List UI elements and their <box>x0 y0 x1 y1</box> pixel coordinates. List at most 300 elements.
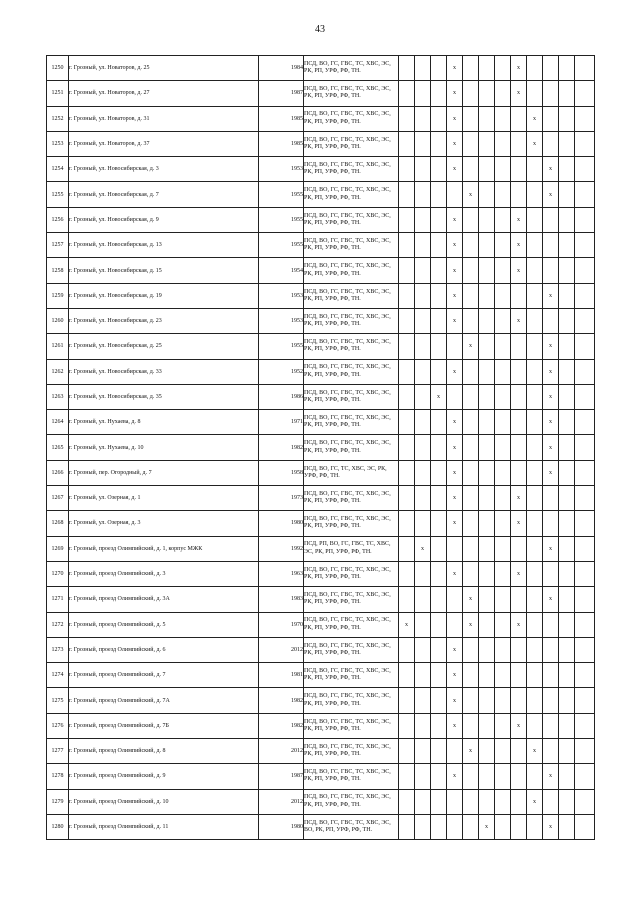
mark-cell <box>463 460 479 485</box>
mark-cell <box>527 308 543 333</box>
mark-cell <box>495 334 511 359</box>
mark-cell <box>559 637 575 662</box>
works-list-cell: ПСД, ВО, ГС, ГВС, ТС, ХВС, ЭС, РК, РП, УРФ, РФ, ТН. <box>304 587 399 612</box>
mark-cell <box>495 233 511 258</box>
mark-cell <box>527 612 543 637</box>
mark-cell <box>559 688 575 713</box>
mark-x: х <box>447 561 463 586</box>
works-list-cell: ПСД, ВО, ГС, ГВС, ТС, ХВС, ЭС, РК, РП, УРФ, РФ, ТН. <box>304 106 399 131</box>
mark-cell <box>511 157 527 182</box>
year-cell: 1980 <box>259 814 304 839</box>
mark-cell <box>527 384 543 409</box>
mark-x: х <box>543 814 559 839</box>
mark-x: х <box>399 612 415 637</box>
mark-cell <box>415 207 431 232</box>
year-cell: 1970 <box>259 612 304 637</box>
row-number: 1276 <box>47 713 69 738</box>
row-number: 1272 <box>47 612 69 637</box>
mark-cell <box>399 713 415 738</box>
mark-cell <box>415 688 431 713</box>
mark-cell <box>463 486 479 511</box>
mark-cell <box>495 106 511 131</box>
row-number: 1269 <box>47 536 69 561</box>
mark-cell <box>431 435 447 460</box>
mark-cell <box>575 182 595 207</box>
year-cell: 1953 <box>259 308 304 333</box>
mark-cell <box>527 486 543 511</box>
row-number: 1255 <box>47 182 69 207</box>
mark-cell <box>575 384 595 409</box>
works-list-cell: ПСД, ВО, ГС, ГВС, ТС, ХВС, ЭС, РК, РП, УРФ, РФ, ТН. <box>304 258 399 283</box>
mark-cell <box>431 334 447 359</box>
works-list-cell: ПСД, ВО, ГС, ГВС, ТС, ХВС, ЭС, РК, РП, УРФ, РФ, ТН. <box>304 511 399 536</box>
mark-x: х <box>511 56 527 81</box>
mark-cell <box>543 207 559 232</box>
works-list-cell: ПСД, ВО, ГС, ГВС, ТС, ХВС, ЭС, РК, РП, УРФ, РФ, ТН. <box>304 713 399 738</box>
works-list-cell: ПСД, ВО, ГС, ГВС, ТС, ХВС, ЭС, РК, РП, УРФ, РФ, ТН. <box>304 308 399 333</box>
mark-cell <box>479 334 495 359</box>
mark-x: х <box>479 814 495 839</box>
address-cell: г. Грозный, пер. Огородный, д. 7 <box>69 460 259 485</box>
works-list-cell: ПСД, ВО, ГС, ГВС, ТС, ХВС, ЭС, РК, РП, УРФ, РФ, ТН. <box>304 764 399 789</box>
year-cell: 1963 <box>259 561 304 586</box>
mark-cell <box>399 637 415 662</box>
mark-cell <box>463 81 479 106</box>
mark-x: х <box>463 182 479 207</box>
mark-cell <box>399 814 415 839</box>
mark-cell <box>415 410 431 435</box>
mark-cell <box>415 637 431 662</box>
mark-cell <box>559 764 575 789</box>
mark-cell <box>463 814 479 839</box>
row-number: 1266 <box>47 460 69 485</box>
mark-cell <box>559 435 575 460</box>
works-list-cell: ПСД, ВО, ГС, ГВС, ТС, ХВС, ЭС, РК, РП, УРФ, РФ, ТН. <box>304 283 399 308</box>
works-list-cell: ПСД, ВО, ГС, ГВС, ТС, ХВС, ЭС, РК, РП, УРФ, РФ, ТН. <box>304 663 399 688</box>
row-number: 1252 <box>47 106 69 131</box>
mark-x: х <box>463 334 479 359</box>
mark-cell <box>559 207 575 232</box>
row-number: 1257 <box>47 233 69 258</box>
mark-x: х <box>447 207 463 232</box>
mark-cell <box>527 814 543 839</box>
table-row <box>47 410 595 435</box>
mark-x: х <box>511 233 527 258</box>
mark-x: х <box>447 486 463 511</box>
mark-cell <box>495 612 511 637</box>
mark-cell <box>495 511 511 536</box>
mark-cell <box>575 536 595 561</box>
address-cell: г. Грозный, проезд Олимпийский, д. 7 <box>69 663 259 688</box>
mark-cell <box>463 233 479 258</box>
mark-cell <box>415 612 431 637</box>
mark-cell <box>463 258 479 283</box>
mark-cell <box>495 460 511 485</box>
year-cell: 1981 <box>259 663 304 688</box>
table-row <box>47 688 595 713</box>
mark-cell <box>543 637 559 662</box>
mark-cell <box>415 561 431 586</box>
mark-x: х <box>511 511 527 536</box>
table-row <box>47 258 595 283</box>
year-cell: 1982 <box>259 435 304 460</box>
mark-cell <box>527 561 543 586</box>
address-cell: г. Грозный, проезд Олимпийский, д. 9 <box>69 764 259 789</box>
works-list-cell: ПСД, ВО, ГС, ГВС, ТС, ХВС, ЭС, РК, РП, УРФ, РФ, ТН. <box>304 157 399 182</box>
mark-cell <box>399 486 415 511</box>
mark-cell <box>415 435 431 460</box>
works-list-cell: ПСД, ВО, ГС, ГВС, ТС, ХВС, ЭС, РК, РП, УРФ, РФ, ТН. <box>304 789 399 814</box>
mark-cell <box>575 207 595 232</box>
mark-cell <box>495 587 511 612</box>
mark-cell <box>431 663 447 688</box>
works-list-cell: ПСД, ВО, ГС, ГВС, ТС, ХВС, ЭС, РК, РП, УРФ, РФ, ТН. <box>304 56 399 81</box>
mark-cell <box>559 56 575 81</box>
mark-cell <box>399 460 415 485</box>
mark-cell <box>479 410 495 435</box>
mark-cell <box>495 536 511 561</box>
mark-cell <box>511 739 527 764</box>
mark-cell <box>399 56 415 81</box>
mark-cell <box>463 536 479 561</box>
mark-cell <box>575 359 595 384</box>
mark-cell <box>399 384 415 409</box>
table-row <box>47 56 595 81</box>
mark-x: х <box>543 587 559 612</box>
mark-cell <box>463 308 479 333</box>
mark-cell <box>431 258 447 283</box>
mark-cell <box>447 789 463 814</box>
year-cell: 1955 <box>259 182 304 207</box>
row-number: 1267 <box>47 486 69 511</box>
year-cell: 1973 <box>259 486 304 511</box>
mark-cell <box>431 587 447 612</box>
mark-cell <box>543 486 559 511</box>
works-list-cell: ПСД, ВО, ГС, ГВС, ТС, ХВС, ЭС, РК, РП, УРФ, РФ, ТН. <box>304 739 399 764</box>
table-row <box>47 308 595 333</box>
row-number: 1258 <box>47 258 69 283</box>
mark-cell <box>559 233 575 258</box>
mark-x: х <box>543 460 559 485</box>
year-cell: 1984 <box>259 56 304 81</box>
row-number: 1250 <box>47 56 69 81</box>
year-cell: 1954 <box>259 258 304 283</box>
mark-x: х <box>447 435 463 460</box>
mark-cell <box>575 157 595 182</box>
mark-cell <box>527 56 543 81</box>
row-number: 1280 <box>47 814 69 839</box>
mark-cell <box>543 688 559 713</box>
mark-cell <box>415 233 431 258</box>
mark-cell <box>447 384 463 409</box>
mark-x: х <box>447 637 463 662</box>
address-cell: г. Грозный, ул. Новаторов, д. 27 <box>69 81 259 106</box>
address-cell: г. Грозный, ул. Новосибирская, д. 19 <box>69 283 259 308</box>
row-number: 1271 <box>47 587 69 612</box>
mark-cell <box>511 637 527 662</box>
address-cell: г. Грозный, ул. Нухаева, д. 10 <box>69 435 259 460</box>
mark-cell <box>511 106 527 131</box>
mark-cell <box>415 359 431 384</box>
mark-x: х <box>447 258 463 283</box>
mark-cell <box>479 637 495 662</box>
mark-x: х <box>511 207 527 232</box>
mark-cell <box>431 486 447 511</box>
mark-cell <box>463 435 479 460</box>
mark-x: х <box>543 435 559 460</box>
works-list-cell: ПСД, ВО, ГС, ГВС, ТС, ХВС, ЭС, ВО, РК, РП, УРФ, РФ, ТН. <box>304 814 399 839</box>
address-cell: г. Грозный, ул. Новаторов, д. 25 <box>69 56 259 81</box>
address-cell: г. Грозный, проезд Олимпийский, д. 8 <box>69 739 259 764</box>
mark-cell <box>463 663 479 688</box>
mark-cell <box>559 410 575 435</box>
mark-cell <box>575 637 595 662</box>
mark-cell <box>479 106 495 131</box>
table-row <box>47 536 595 561</box>
mark-cell <box>479 435 495 460</box>
mark-cell <box>415 460 431 485</box>
mark-cell <box>399 587 415 612</box>
table-row <box>47 131 595 156</box>
row-number: 1264 <box>47 410 69 435</box>
mark-cell <box>559 814 575 839</box>
mark-cell <box>527 410 543 435</box>
table-row <box>47 359 595 384</box>
mark-x: х <box>447 157 463 182</box>
mark-cell <box>575 233 595 258</box>
address-cell: г. Грозный, ул. Новаторов, д. 37 <box>69 131 259 156</box>
mark-cell <box>559 359 575 384</box>
year-cell: 1955 <box>259 207 304 232</box>
mark-cell <box>479 460 495 485</box>
table-row <box>47 460 595 485</box>
mark-cell <box>495 207 511 232</box>
mark-cell <box>431 359 447 384</box>
table-row <box>47 435 595 460</box>
mark-cell <box>479 688 495 713</box>
mark-cell <box>415 283 431 308</box>
mark-x: х <box>527 106 543 131</box>
mark-cell <box>415 157 431 182</box>
mark-cell <box>399 511 415 536</box>
mark-x: х <box>415 536 431 561</box>
year-cell: 2012 <box>259 789 304 814</box>
mark-cell <box>511 182 527 207</box>
mark-cell <box>575 561 595 586</box>
mark-cell <box>559 258 575 283</box>
mark-cell <box>527 663 543 688</box>
address-cell: г. Грозный, проезд Олимпийский, д. 10 <box>69 789 259 814</box>
mark-cell <box>559 308 575 333</box>
mark-cell <box>399 410 415 435</box>
mark-cell <box>479 258 495 283</box>
mark-cell <box>479 739 495 764</box>
mark-cell <box>495 637 511 662</box>
registry-body <box>47 56 595 840</box>
mark-x: х <box>447 56 463 81</box>
mark-cell <box>495 789 511 814</box>
mark-cell <box>495 688 511 713</box>
mark-cell <box>415 106 431 131</box>
mark-x: х <box>447 663 463 688</box>
mark-cell <box>543 56 559 81</box>
mark-cell <box>495 410 511 435</box>
row-number: 1270 <box>47 561 69 586</box>
address-cell: г. Грозный, ул. Новосибирская, д. 35 <box>69 384 259 409</box>
page-number: 43 <box>315 24 325 35</box>
mark-cell <box>543 561 559 586</box>
mark-cell <box>479 587 495 612</box>
address-cell: г. Грозный, проезд Олимпийский, д. 3А <box>69 587 259 612</box>
mark-cell <box>575 688 595 713</box>
housing-registry-table <box>46 55 595 840</box>
mark-cell <box>479 511 495 536</box>
mark-cell <box>415 587 431 612</box>
address-cell: г. Грозный, ул. Озерная, д. 3 <box>69 511 259 536</box>
mark-cell <box>415 486 431 511</box>
mark-cell <box>527 334 543 359</box>
mark-cell <box>527 182 543 207</box>
mark-cell <box>543 713 559 738</box>
mark-cell <box>527 233 543 258</box>
year-cell: 1980 <box>259 511 304 536</box>
address-cell: г. Грозный, ул. Новосибирская, д. 13 <box>69 233 259 258</box>
mark-cell <box>511 764 527 789</box>
row-number: 1254 <box>47 157 69 182</box>
mark-x: х <box>527 739 543 764</box>
mark-cell <box>495 713 511 738</box>
address-cell: г. Грозный, ул. Новосибирская, д. 7 <box>69 182 259 207</box>
mark-cell <box>559 106 575 131</box>
address-cell: г. Грозный, проезд Олимпийский, д. 11 <box>69 814 259 839</box>
mark-cell <box>495 814 511 839</box>
mark-cell <box>495 739 511 764</box>
row-number: 1259 <box>47 283 69 308</box>
mark-cell <box>511 587 527 612</box>
year-cell: 1955 <box>259 233 304 258</box>
mark-cell <box>399 663 415 688</box>
mark-cell <box>527 157 543 182</box>
mark-cell <box>479 789 495 814</box>
address-cell: г. Грозный, ул. Новосибирская, д. 15 <box>69 258 259 283</box>
mark-cell <box>575 789 595 814</box>
mark-cell <box>463 283 479 308</box>
table-row <box>47 764 595 789</box>
row-number: 1273 <box>47 637 69 662</box>
mark-cell <box>511 435 527 460</box>
address-cell: г. Грозный, ул. Нухаева, д. 8 <box>69 410 259 435</box>
mark-cell <box>415 334 431 359</box>
mark-cell <box>575 612 595 637</box>
mark-cell <box>559 384 575 409</box>
mark-x: х <box>543 334 559 359</box>
mark-cell <box>527 536 543 561</box>
mark-cell <box>559 587 575 612</box>
mark-cell <box>431 81 447 106</box>
mark-cell <box>447 182 463 207</box>
mark-x: х <box>511 713 527 738</box>
mark-cell <box>527 435 543 460</box>
mark-cell <box>431 561 447 586</box>
address-cell: г. Грозный, ул. Новаторов, д. 31 <box>69 106 259 131</box>
table-row <box>47 789 595 814</box>
mark-cell <box>559 334 575 359</box>
mark-cell <box>447 587 463 612</box>
table-row <box>47 587 595 612</box>
mark-cell <box>559 486 575 511</box>
year-cell: 1985 <box>259 131 304 156</box>
works-list-cell: ПСД, ВО, ГС, ГВС, ТС, ХВС, ЭС, РК, РП, УРФ, РФ, ТН. <box>304 131 399 156</box>
works-list-cell: ПСД, ВО, ГС, ГВС, ТС, ХВС, ЭС, РК, РП, УРФ, РФ, ТН. <box>304 410 399 435</box>
mark-cell <box>511 384 527 409</box>
mark-x: х <box>447 460 463 485</box>
mark-cell <box>399 233 415 258</box>
year-cell: 2012 <box>259 637 304 662</box>
mark-cell <box>559 182 575 207</box>
mark-cell <box>399 536 415 561</box>
works-list-cell: ПСД, ВО, ГС, ГВС, ТС, ХВС, ЭС, РК, РП, УРФ, РФ, ТН. <box>304 207 399 232</box>
mark-x: х <box>511 81 527 106</box>
mark-cell <box>415 81 431 106</box>
address-cell: г. Грозный, проезд Олимпийский, д. 7А <box>69 688 259 713</box>
mark-cell <box>495 182 511 207</box>
mark-cell <box>399 81 415 106</box>
mark-cell <box>431 688 447 713</box>
works-list-cell: ПСД, ВО, ГС, ГВС, ТС, ХВС, ЭС, РК, РП, УРФ, РФ, ТН. <box>304 561 399 586</box>
table-row <box>47 207 595 232</box>
row-number: 1275 <box>47 688 69 713</box>
mark-x: х <box>447 688 463 713</box>
mark-cell <box>479 764 495 789</box>
mark-cell <box>575 713 595 738</box>
mark-cell <box>399 764 415 789</box>
mark-cell <box>479 81 495 106</box>
mark-cell <box>511 688 527 713</box>
mark-cell <box>527 283 543 308</box>
mark-cell <box>463 384 479 409</box>
mark-cell <box>447 536 463 561</box>
table-row <box>47 561 595 586</box>
mark-cell <box>575 334 595 359</box>
mark-cell <box>559 789 575 814</box>
mark-cell <box>575 486 595 511</box>
mark-cell <box>543 308 559 333</box>
mark-cell <box>479 663 495 688</box>
mark-cell <box>559 511 575 536</box>
mark-cell <box>543 131 559 156</box>
mark-cell <box>399 561 415 586</box>
mark-cell <box>559 460 575 485</box>
address-cell: г. Грозный, ул. Новосибирская, д. 25 <box>69 334 259 359</box>
table-row <box>47 663 595 688</box>
mark-cell <box>399 131 415 156</box>
mark-cell <box>559 612 575 637</box>
mark-cell <box>511 131 527 156</box>
year-cell: 1955 <box>259 334 304 359</box>
mark-x: х <box>511 612 527 637</box>
mark-cell <box>399 308 415 333</box>
works-list-cell: ПСД, ВО, ГС, ГВС, ТС, ХВС, ЭС, РК, РП, УРФ, РФ, ТН. <box>304 334 399 359</box>
works-list-cell: ПСД, ВО, ГС, ГВС, ТС, ХВС, ЭС, РК, РП, УРФ, РФ, ТН. <box>304 435 399 460</box>
mark-cell <box>415 56 431 81</box>
mark-cell <box>543 511 559 536</box>
table-row <box>47 334 595 359</box>
mark-cell <box>527 637 543 662</box>
mark-cell <box>415 789 431 814</box>
works-list-cell: ПСД, ВО, ГС, ГВС, ТС, ХВС, ЭС, РК, РП, УРФ, РФ, ТН. <box>304 359 399 384</box>
mark-cell <box>463 410 479 435</box>
mark-cell <box>495 283 511 308</box>
